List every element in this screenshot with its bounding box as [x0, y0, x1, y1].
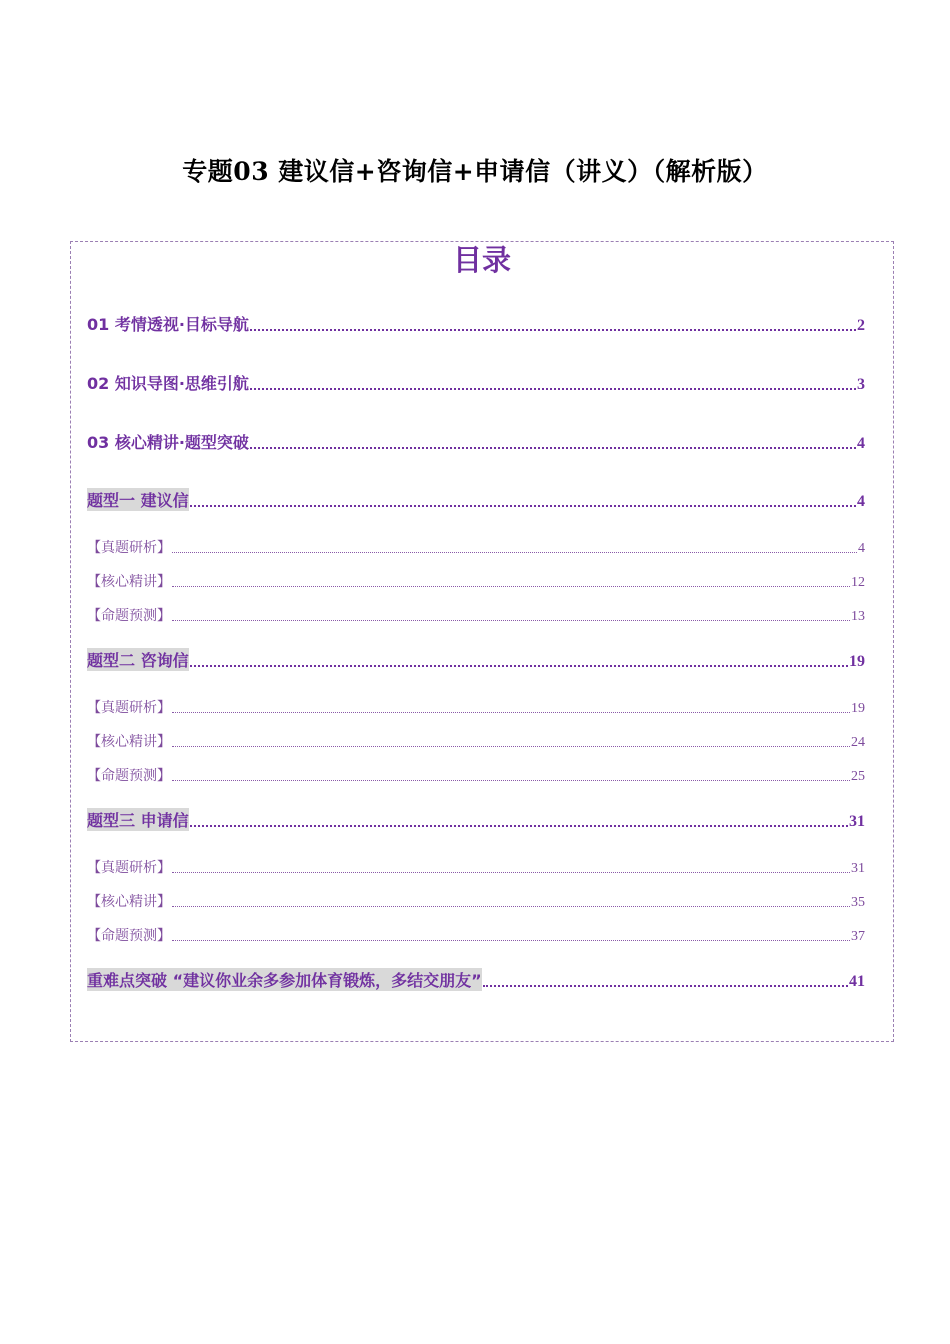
toc-entry-label: 题型二 咨询信 — [87, 648, 189, 671]
toc-leader-dots — [250, 447, 856, 449]
toc-entry-label: 【核心精讲】 — [87, 574, 171, 590]
toc-entry[interactable] — [87, 571, 865, 591]
toc-leader-dots — [172, 906, 850, 907]
toc-entry[interactable] — [87, 537, 865, 557]
toc-leader-dots — [172, 552, 857, 553]
toc-entry[interactable] — [87, 697, 865, 717]
toc-entry[interactable] — [87, 488, 865, 511]
toc-entry-page: 13 — [851, 609, 865, 624]
toc-entry-page: 35 — [851, 895, 865, 910]
toc-entry[interactable] — [87, 312, 865, 335]
toc-entry-page: 4 — [857, 435, 865, 452]
toc-leader-dots — [172, 940, 850, 941]
toc-entry-label: 【真题研析】 — [87, 700, 171, 716]
toc-entry-label: 题型三 申请信 — [87, 808, 189, 831]
toc-heading: 目录 — [452, 243, 511, 277]
toc-entry-page: 31 — [849, 813, 865, 830]
toc-leader-dots — [250, 388, 856, 390]
toc-entry[interactable] — [87, 648, 865, 671]
table-of-contents — [70, 241, 894, 1042]
toc-leader-dots — [172, 746, 850, 747]
toc-entry[interactable] — [87, 605, 865, 625]
toc-entry-page: 4 — [857, 493, 865, 510]
toc-entry-page: 2 — [857, 317, 865, 334]
toc-entry-page: 19 — [849, 653, 865, 670]
toc-leader-dots — [172, 586, 850, 587]
toc-entry-label: 题型一 建议信 — [87, 488, 189, 511]
toc-entry-label: 【命题预测】 — [87, 608, 171, 624]
toc-leader-dots — [250, 329, 856, 331]
toc-entry-label: 【命题预测】 — [87, 768, 171, 784]
toc-entry[interactable] — [87, 968, 865, 991]
toc-entry-page: 3 — [857, 376, 865, 393]
toc-entry-label: 02 知识导图·思维引航 — [87, 374, 249, 393]
toc-leader-dots — [483, 985, 848, 987]
toc-entry-label: 重难点突破 “建议你业余多参加体育锻炼，多结交朋友” — [87, 968, 482, 991]
toc-leader-dots — [190, 825, 848, 827]
toc-entry[interactable] — [87, 808, 865, 831]
toc-entry-page: 24 — [851, 735, 865, 750]
toc-entry-page: 41 — [849, 973, 865, 990]
toc-entry[interactable] — [87, 430, 865, 453]
toc-leader-dots — [172, 620, 850, 621]
toc-entry-label: 【真题研析】 — [87, 860, 171, 876]
toc-entry-page: 12 — [851, 575, 865, 590]
toc-entry-label: 【真题研析】 — [87, 540, 171, 556]
toc-entry[interactable] — [87, 731, 865, 751]
toc-leader-dots — [190, 505, 856, 507]
toc-entry-label: 03 核心精讲·题型突破 — [87, 433, 249, 452]
toc-entry[interactable] — [87, 857, 865, 877]
document-title: 专题03 建议信+咨询信+申请信（讲义）（解析版） — [182, 157, 768, 186]
toc-entry[interactable] — [87, 891, 865, 911]
toc-entry-page: 25 — [851, 769, 865, 784]
toc-leader-dots — [172, 712, 850, 713]
toc-entry-page: 37 — [851, 929, 865, 944]
toc-leader-dots — [172, 872, 850, 873]
toc-entry-label: 【核心精讲】 — [87, 894, 171, 910]
toc-entry-page: 31 — [851, 861, 865, 876]
toc-entry[interactable] — [87, 925, 865, 945]
toc-entry-page: 4 — [858, 541, 865, 556]
toc-leader-dots — [172, 780, 850, 781]
toc-entry-label: 【命题预测】 — [87, 928, 171, 944]
toc-entry-label: 【核心精讲】 — [87, 734, 171, 750]
toc-entry[interactable] — [87, 371, 865, 394]
toc-leader-dots — [190, 665, 848, 667]
toc-entry-label: 01 考情透视·目标导航 — [87, 315, 249, 334]
toc-entry-page: 19 — [851, 701, 865, 716]
toc-entry[interactable] — [87, 765, 865, 785]
